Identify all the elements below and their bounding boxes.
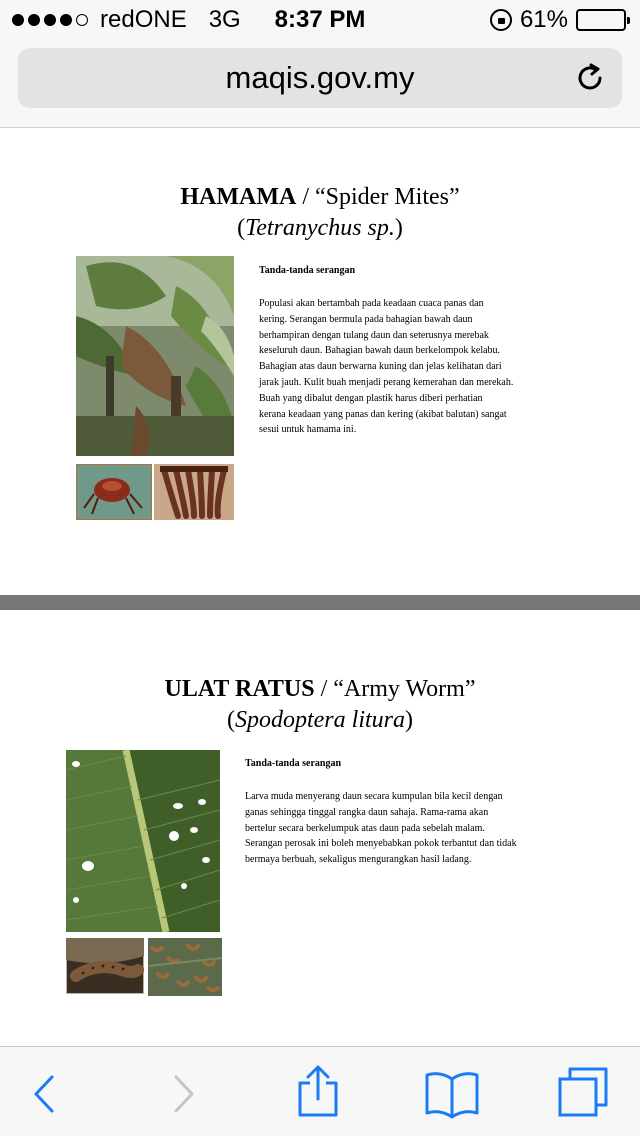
pest-section-hamama (0, 128, 640, 595)
section-title: ULAT RATUS / “Army Worm” (164, 676, 476, 702)
damaged-leaf-photo (66, 750, 220, 932)
carrier-name: redONE (100, 6, 187, 33)
back-icon[interactable] (16, 1069, 72, 1119)
section-title: HAMAMA / “Spider Mites” (180, 184, 460, 210)
url-text[interactable]: maqis.gov.my (225, 60, 415, 95)
web-page-content[interactable] (0, 128, 640, 1046)
symptoms-heading: Tanda-tanda serangan (245, 758, 342, 769)
symptoms-heading: Tanda-tanda serangan (259, 265, 356, 276)
status-bar (0, 0, 640, 40)
orientation-lock-icon (490, 9, 512, 31)
clock: 8:37 PM (274, 6, 366, 33)
share-icon[interactable] (290, 1063, 346, 1119)
battery-icon (576, 9, 626, 31)
battery-percent: 61% (519, 6, 568, 33)
forward-icon[interactable] (156, 1069, 212, 1119)
address-bar[interactable] (18, 48, 622, 108)
section-subtitle: (Spodoptera litura) (226, 707, 413, 733)
section-subtitle: (Tetranychus sp.) (237, 215, 403, 241)
browser-address-area (0, 40, 640, 128)
network-type: 3G (208, 6, 241, 33)
bookmarks-icon[interactable] (422, 1069, 482, 1119)
symptoms-text: Populasi akan bertambah pada keadaan cuaca panas dan kering. Serangan bermula pada bahagian bawah daun berhampiran dengan tulang daun dan seterusnya merebak keseluruh daun. Bahagian bawah daun berkelompok kelabu. Bahagian atas daun berwarna kuning dan jelas kelihatan dari jarak jauh. Kulit buah menjadi perang kemerahan dan merekah. Buah yang dibalut dengan plastik harus diberi perhatian kerana keadaan yang panas dan kering (akibat balutan) sangat sesui untuk hamama ini. (259, 298, 514, 436)
section-divider (0, 595, 640, 610)
browser-toolbar (0, 1046, 640, 1136)
symptoms-text: Larva muda menyerang daun secara kumpulan bila kecil dengan ganas sehingga tinggal rangka daun sahaja. Rama-rama akan bertelur secara berkelumpuk atas daun pada sebelah malam. Serangan perosak ini boleh menyebabkan pokok terbantut dan tidak bermaya berbuah, sekaligus mengurangkan hasil ladang. (245, 791, 517, 866)
army-worm-larva-photo (66, 938, 144, 994)
pest-section-ulat-ratus (0, 610, 640, 1046)
spider-mite-closeup-photo (76, 464, 152, 520)
damaged-banana-bunch-photo (154, 464, 234, 520)
reload-icon[interactable] (574, 62, 606, 94)
tabs-icon[interactable] (554, 1065, 612, 1121)
banana-plant-photo (76, 256, 234, 456)
army-worm-colony-photo (148, 938, 222, 996)
